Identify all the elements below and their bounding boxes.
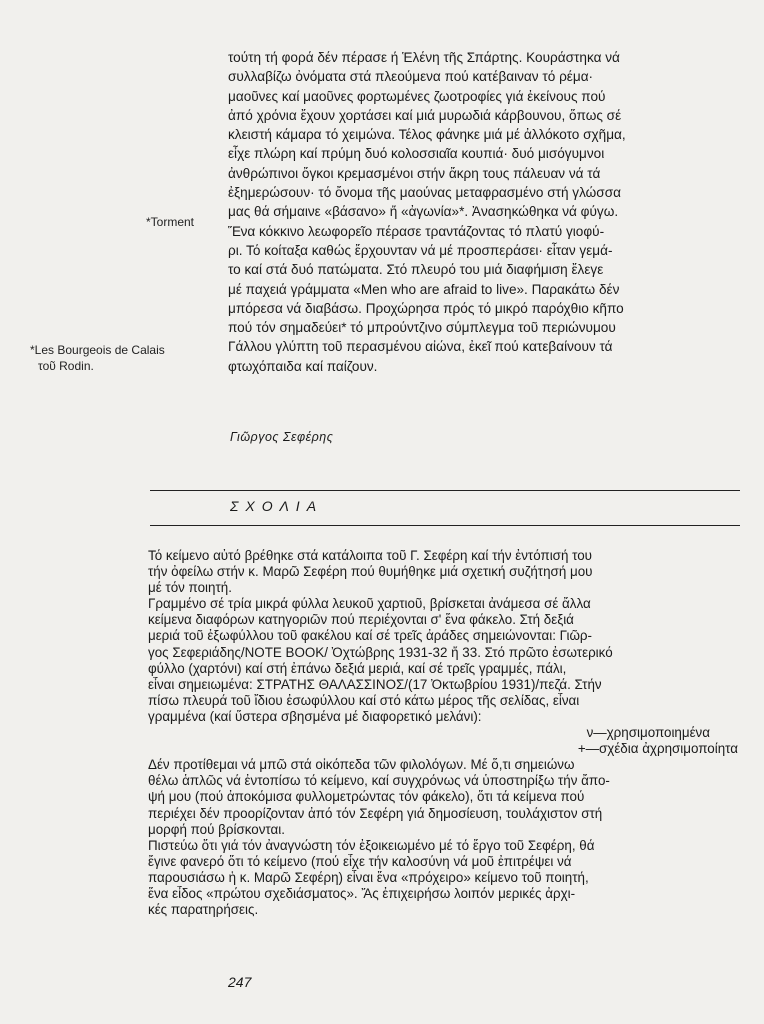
body-line: ἀνθρώπινοι ὄγκοι κρεμασμένοι στήν ἄκρη τους πάλευαν νά τά [228,165,601,181]
body-line: Ἕνα κόκκινο λεωφορεῖο πέρασε τραντάζοντας τό πλατύ γιοφύ- [228,223,605,239]
notes-line: γος Σεφεριάδης/NOTE BOOK/ Ὀχτώβρης 1931-32 ἤ 33. Στό πρῶτο ἐσωτερικό [148,644,613,660]
body-line: ρι. Τό κοίταξα καθώς ἔρχουνταν νά μέ προσπεράσει· εἶταν γεμά- [228,242,613,258]
body-line: ἀπό χρόνια ἔχουν χορτάσει καί μιά μυρωδιά κάρβουνου, ὅπως σέ [228,107,622,123]
body-line: μέ παχειά γράμματα «Men who are afraid to live». Παρακάτω δέν [228,281,620,297]
commentary-notes [148,548,738,918]
notes-line: Πιστεύω ὅτι γιά τόν ἀναγνώστη τόν ἐξοικειωμένο μέ τό ἔργο τοῦ Σεφέρη, θά [148,837,595,853]
poem-prose-body [228,48,740,376]
body-line: μας θά σήμαινε «βάσανο» ἤ «ἀγωνία»*. Ἀνασηκώθηκα νά φύγω. [228,204,619,220]
notes-line: εἶναι σημειωμένα: ΣΤΡΑΤΗΣ ΘΑΛΑΣΣΙΝΟΣ/(17 Ὀκτωβρίου 1931)/πεζά. Στήν [148,676,602,692]
notes-line: κείμενα διαφόρων κατηγοριῶν πού περιέχονται σ' ἕνα φάκελο. Στή δεξιά [148,612,574,628]
notes-line: Γραμμένο σέ τρία μικρά φύλλα λευκοῦ χαρτιοῦ, βρίσκεται ἀνάμεσα σέ ἄλλα [148,596,591,612]
body-line: κλειστή κάμαρα τό χειμώνα. Τέλος φάνηκε μιά μέ ἀλλόκοτο σχῆμα, [228,127,626,143]
body-line: φτωχόπαιδα καί παίζουν. [228,358,378,374]
notes-line: μορφή πού βρίσκονται. [148,821,285,837]
body-line: ἐξημερώσουν· τό ὄνομα τῆς μαούνας μεταφρασμένο στή γλώσσα [228,185,621,201]
body-line: Γάλλου γλύπτη τοῦ περασμένου αἰώνα, ἐκεῖ πού κατεβαίνουν τά [228,339,613,355]
notes-line: Τό κείμενο αὐτό βρέθηκε στά κατάλοιπα τοῦ Γ. Σεφέρη καί τήν ἐντόπισή του [148,548,592,563]
notes-line: μεριά τοῦ ἐξωφύλλου τοῦ φακέλου καί σέ τρεῖς ἀράδες σημειώνονται: Γιῶρ- [148,628,592,644]
body-line: μπόρεσα νά διαβάσω. Προχώρησα πρός τό μικρό παρόχθιο κῆπο [228,300,624,316]
margin-note-bourgeois [30,342,165,374]
notes-line: ἕνα εἶδος «πρώτου σχεδιάσματος». Ἄς ἐπιχειρήσω λοιπόν μερικές ἀρχι- [148,885,576,901]
body-line: μαοῦνες καί μαοῦνες φορτωμένες ζωοτροφίες γιά ἐκείνους πού [228,88,606,104]
notes-line: ἔγινε φανερό ὅτι τό κείμενο (πού εἶχε τήν καλοσύνη νά μοῦ ἐπιτρέψει νά [148,853,572,869]
body-line: πού τόν σημαδεύει* τό μπρούντζινο σύμπλεγμα τοῦ περιώνυμου [228,320,616,336]
section-rule-bottom [150,525,740,526]
notes-line: φύλλο (χαρτόνι) καί στή ἐπάνω δεξιά μεριά, καί σέ τρεῖς γραμμές, πάλι, [148,660,567,676]
notes-line: γραμμένα (καί ὕστερα σβησμένα μέ διαφορετικό μελάνι): [148,708,482,724]
margin-note-bourgeois-line2: τοῦ Rodin. [38,359,94,373]
notes-line: κές παρατηρήσεις. [148,902,259,918]
notes-line-legend: ν—χρησιμοποιημένα [586,725,710,741]
notes-line: θέλω ἁπλῶς νά ἐντοπίσω τό κείμενο, καί συγχρόνως νά ὑποστηρίξω τήν ἄπο- [148,773,610,789]
author-signature: Γιῶργος Σεφέρης [230,430,334,444]
notes-line: περιέχει δέν προορίζονταν ἀπό τόν Σεφέρη γιά δημοσίευση, τουλάχιστον στή [148,805,603,821]
body-line: το καί στά δυό πατώματα. Στό πλευρό του μιά διαφήμιση ἔλεγε [228,262,604,278]
notes-line: πίσω πλευρά τοῦ ἴδιου ἐσωφύλλου καί στό κάτω μέρος τῆς σελίδας, εἶναι [148,692,580,708]
section-title: ΣΧΟΛΙΑ [230,498,324,514]
notes-line: ψή μου (πού ἀποκόμισα φυλλομετρώντας τόν φάκελο), ὅτι τά κείμενα πού [148,789,585,805]
notes-line: Δέν προτίθεμαι νά μπῶ στά οἰκόπεδα τῶν φιλολόγων. Μέ ὅ,τι σημειώνω [148,757,575,773]
body-line: εἶχε πλώρη καί πρύμη δυό κολοσσιαῖα κουπιά· δυό μισόγυμνοι [228,146,605,162]
body-line: τούτη τή φορά δέν πέρασε ή Ἑλένη τῆς Σπάρτης. Κουράστηκα νά [228,50,620,65]
body-line: συλλαβίζω ὀνόματα στά πλεούμενα πού κατέβαιναν τό ρέμα· [228,69,594,85]
margin-note-bourgeois-line1: *Les Bourgeois de Calais [30,343,165,357]
notes-line: παρουσιάσω ἡ κ. Μαρῶ Σεφέρη) εἶναι ἕνα «πρόχειρο» κείμενο τοῦ ποιητή, [148,869,589,885]
page-number: 247 [228,974,252,990]
notes-line: μέ τόν ποιητή. [148,580,232,596]
notes-line: τήν ὀφείλω στήν κ. Μαρῶ Σεφέρη πού θυμήθηκε μιά σχετική συζήτησή μου [148,564,593,580]
margin-note-torment: *Torment [146,215,195,229]
notes-line-legend: +—σχέδια ἀχρησιμοποίητα [577,741,738,757]
section-rule-top [150,490,740,491]
